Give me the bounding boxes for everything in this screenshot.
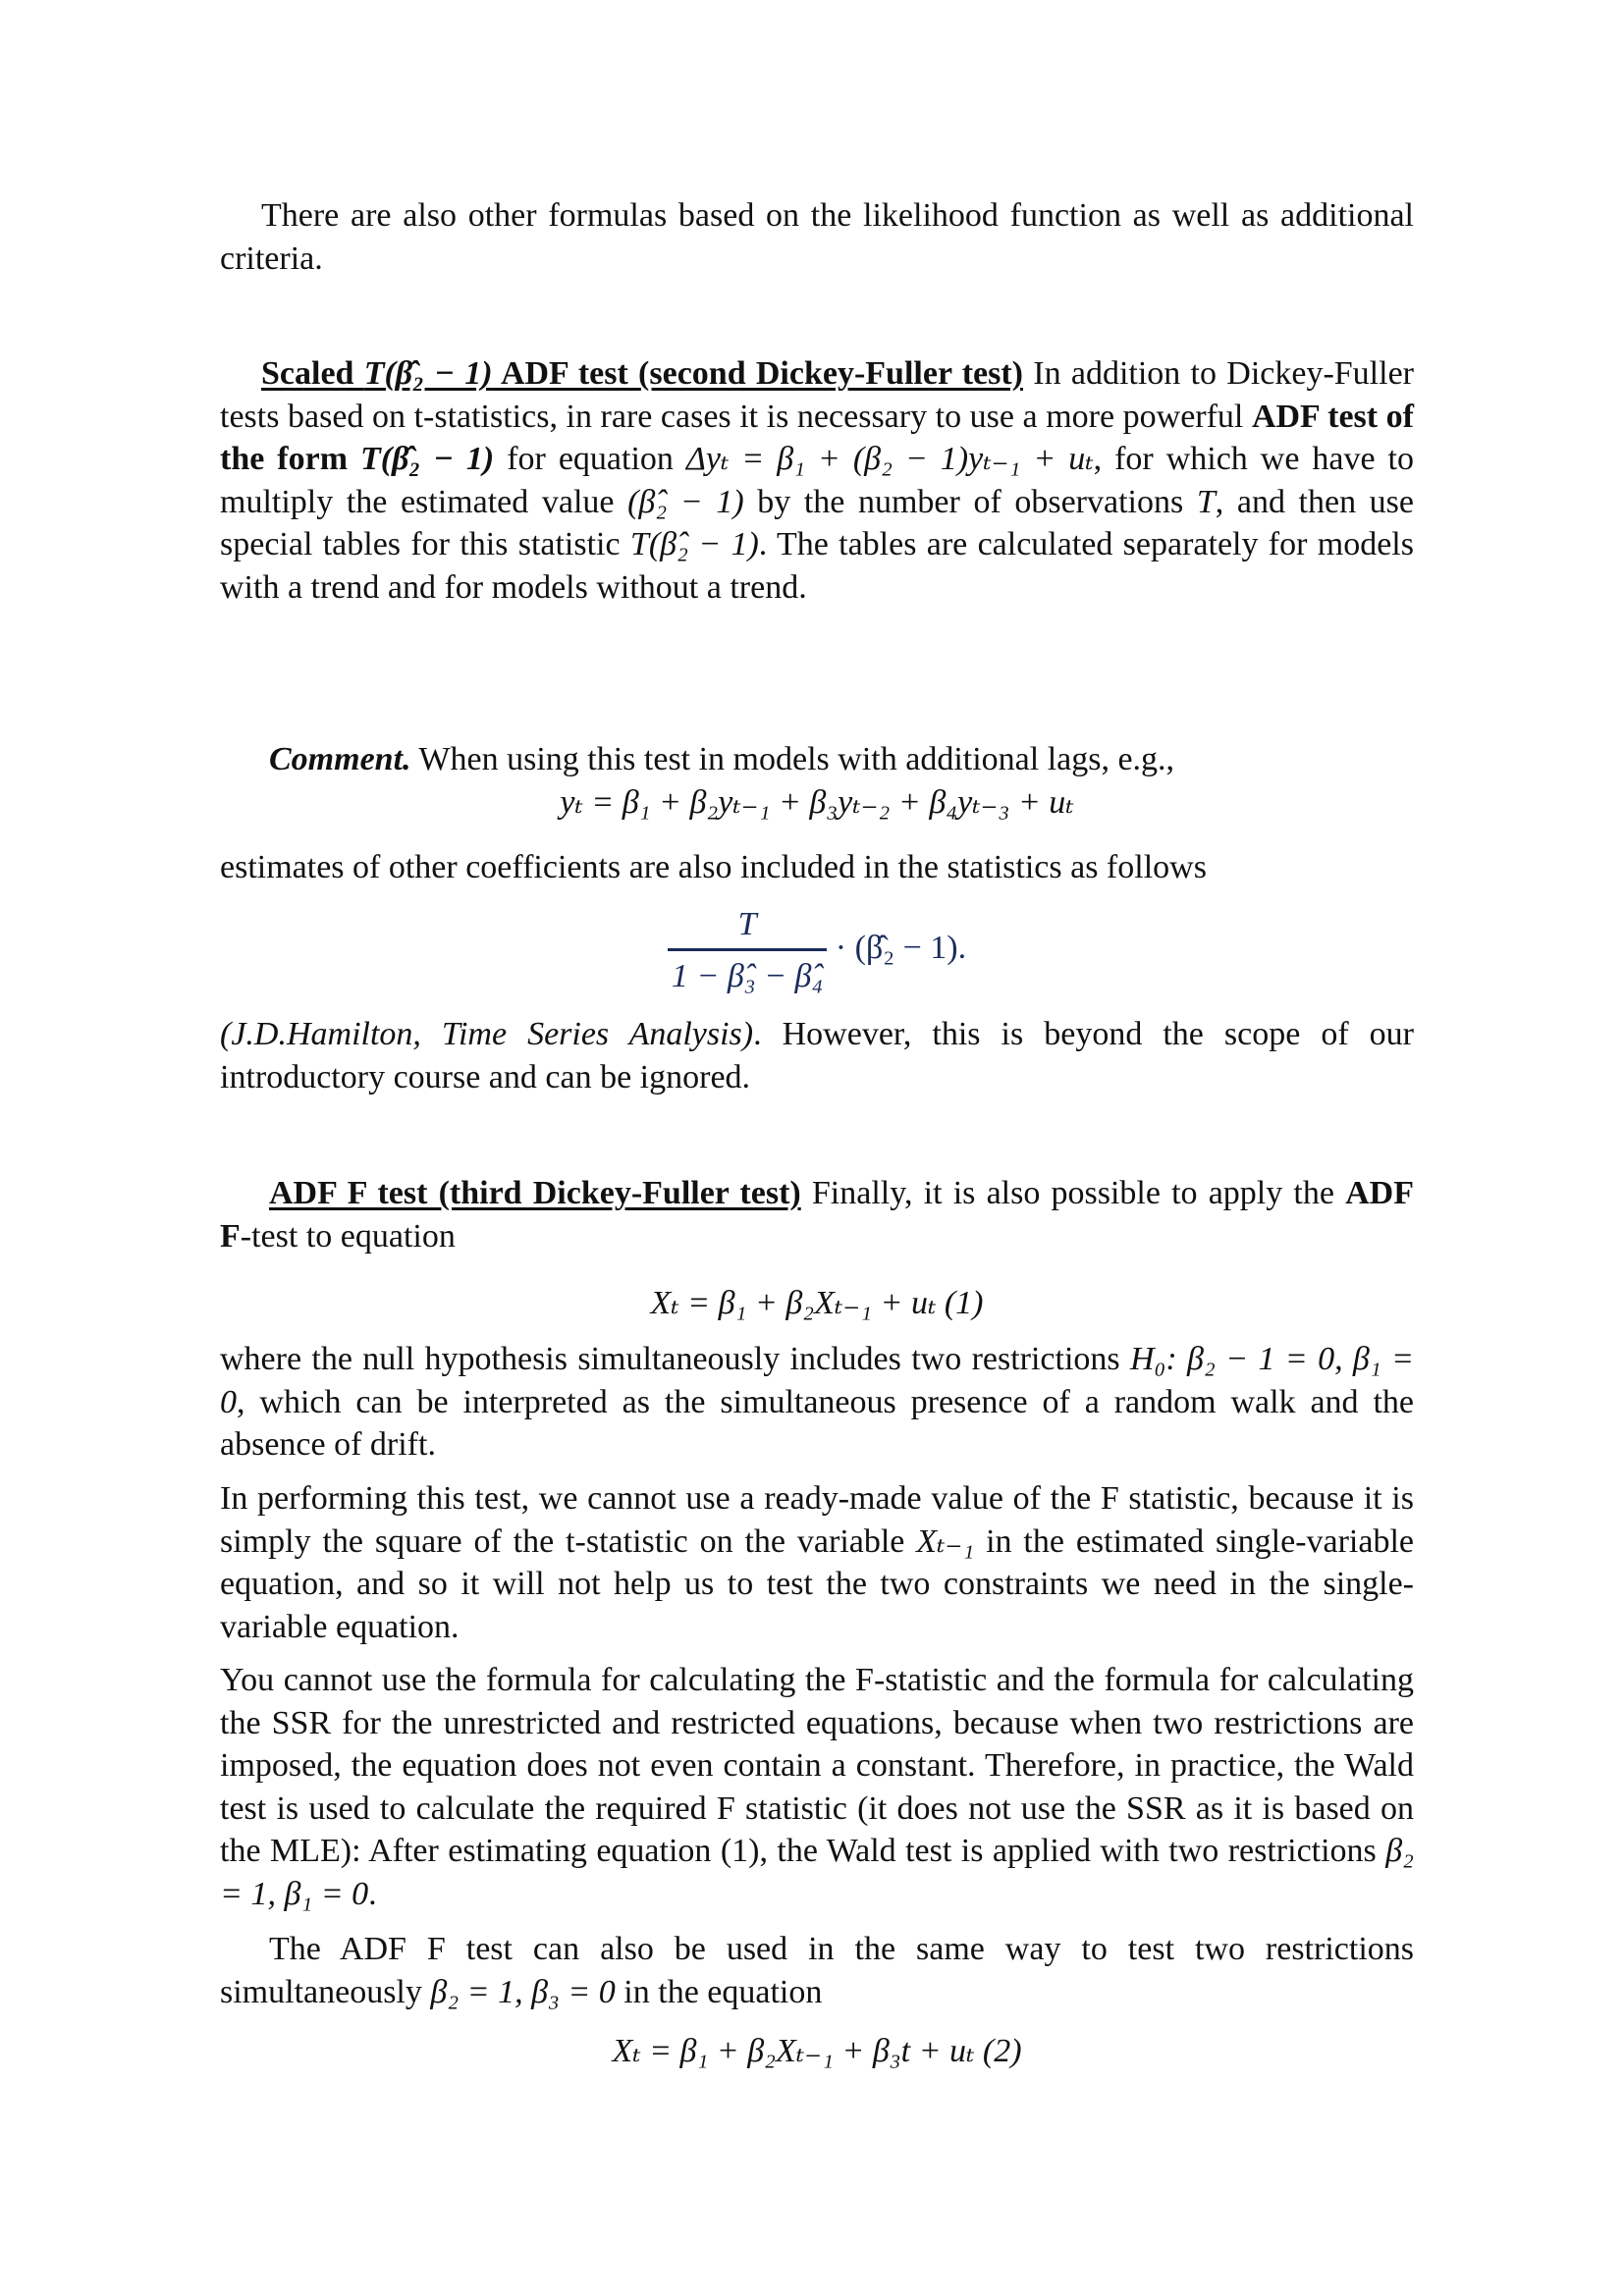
equation-2 [220,2030,1414,2073]
text: for equation [494,441,686,477]
text: , for which we have to multiply the estimated value [220,441,1414,520]
equation-text: Xₜ = β₁ + β₂Xₜ₋₁ + β₃t + uₜ (2) [612,2033,1022,2069]
performing-paragraph [220,1477,1414,1648]
text: In performing this test, we cannot use a ready-made value of the F statistic, because it is simply the square of the t-statistic on the variable [220,1480,1414,1560]
inline-equation: Δyₜ = β₁ + (β₂ − 1)yₜ₋₁ + uₜ [685,441,1094,477]
text: where the null hypothesis simultaneously includes two restrictions [220,1341,1130,1377]
text: estimates of other coefficients are also included in the statistics as follows [220,849,1207,885]
wald-restrictions: β₂ = 1, β₁ = 0 [220,1833,1414,1912]
equation-1 [220,1282,1414,1325]
fraction-denominator [668,948,827,998]
text: . However, this is beyond the scope of our introductory course and can be ignored. [220,1016,1414,1095]
text: Finally, it is also possible to apply the [800,1175,1346,1211]
text: . [368,1875,377,1912]
text: You cannot use the formula for calculating the F-statistic and the formula for calculating the SSR for the unrestricted and restricted equations, because when two restrictions are imposed, the equation does not even contain a constant. Therefore, in practice, the Wald test is used to calculate the required F statistic (it does not use the SSR as it is based on the MLE): After estimating equation (1), the Wald test is applied with two restrictions [220,1662,1414,1869]
heading-pre: Scaled [261,355,364,392]
adf-f-paragraph [220,1172,1414,1257]
comment-text: When using this test in models with additional lags, e.g., [410,741,1175,777]
final-restrictions: β₂ = 1, β₃ = 0 [430,1973,616,2010]
text: in the equation [615,1973,823,2010]
bold-text: ADF F [220,1175,1414,1255]
intro-paragraph [220,194,1414,280]
text: -test to equation [240,1217,456,1255]
bold-text: ADF test of the form [220,398,1414,477]
bold-formula: T(β̂₂ − 1) [360,441,495,477]
variable: Xₜ₋₁ [916,1522,975,1560]
hamilton-paragraph [220,1013,1414,1098]
statistic-formula: T(β̂₂ − 1) [629,526,759,562]
fraction [668,903,827,997]
comment-follow-paragraph [220,846,1414,889]
numerator-text: T [737,906,757,942]
heading-post: ADF test (second Dickey-Fuller test) [492,355,1023,392]
text: . The tables are calculated separately for models with a trend and for models without a trend. [220,526,1414,606]
final-paragraph [220,1928,1414,2013]
text: by the number of observations [743,483,1197,520]
text: , which can be interpreted as the simultaneous presence of a random walk and the absence of drift. [220,1383,1414,1463]
scaled-adf-heading [261,355,1023,392]
null-hypothesis-formula: H₀: β₂ − 1 = 0, β₁ = 0 [220,1341,1414,1420]
heading-formula: T(β̂₂ − 1) [363,355,493,392]
comment-equation [220,781,1414,825]
fraction-multiplier: · (β̂₂ − 1). [835,929,967,966]
hamilton-fraction-formula [220,903,1414,997]
estimated-value: (β̂₂ − 1) [627,483,744,520]
text: In addition to Dickey-Fuller tests based on t-statistics, in rare cases it is necessary to use a more powerful [220,355,1414,435]
equation-text: yₜ = β₁ + β₂yₜ₋₁ + β₃yₜ₋₂ + β₄yₜ₋₃ + uₜ [560,784,1074,821]
null-hypothesis-paragraph [220,1338,1414,1467]
adf-f-heading: ADF F test (third Dickey-Fuller test) [269,1175,801,1211]
wald-paragraph [220,1659,1414,1915]
text: in the estimated single-variable equation, and so it will not help us to test the two constraints we need in the single-variable equation. [220,1522,1415,1645]
text: The ADF F test can also be used in the same way to test two restrictions simultaneously [220,1931,1414,2010]
fraction-numerator [668,903,827,948]
scaled-adf-paragraph [220,352,1414,609]
observations-symbol: T [1196,483,1216,520]
text: , and then use special tables for this statistic [220,483,1415,562]
comment-paragraph [220,738,1414,781]
hamilton-reference: (J.D.Hamilton, Time Series Analysis) [220,1016,754,1052]
intro-text: There are also other formulas based on the likelihood function as well as additional criteria. [220,197,1414,277]
denominator-text: 1 − β̂₃ − β̂₄ [671,957,824,994]
comment-label: Comment. [269,741,411,777]
equation-text: Xₜ = β₁ + β₂Xₜ₋₁ + uₜ (1) [650,1285,984,1321]
